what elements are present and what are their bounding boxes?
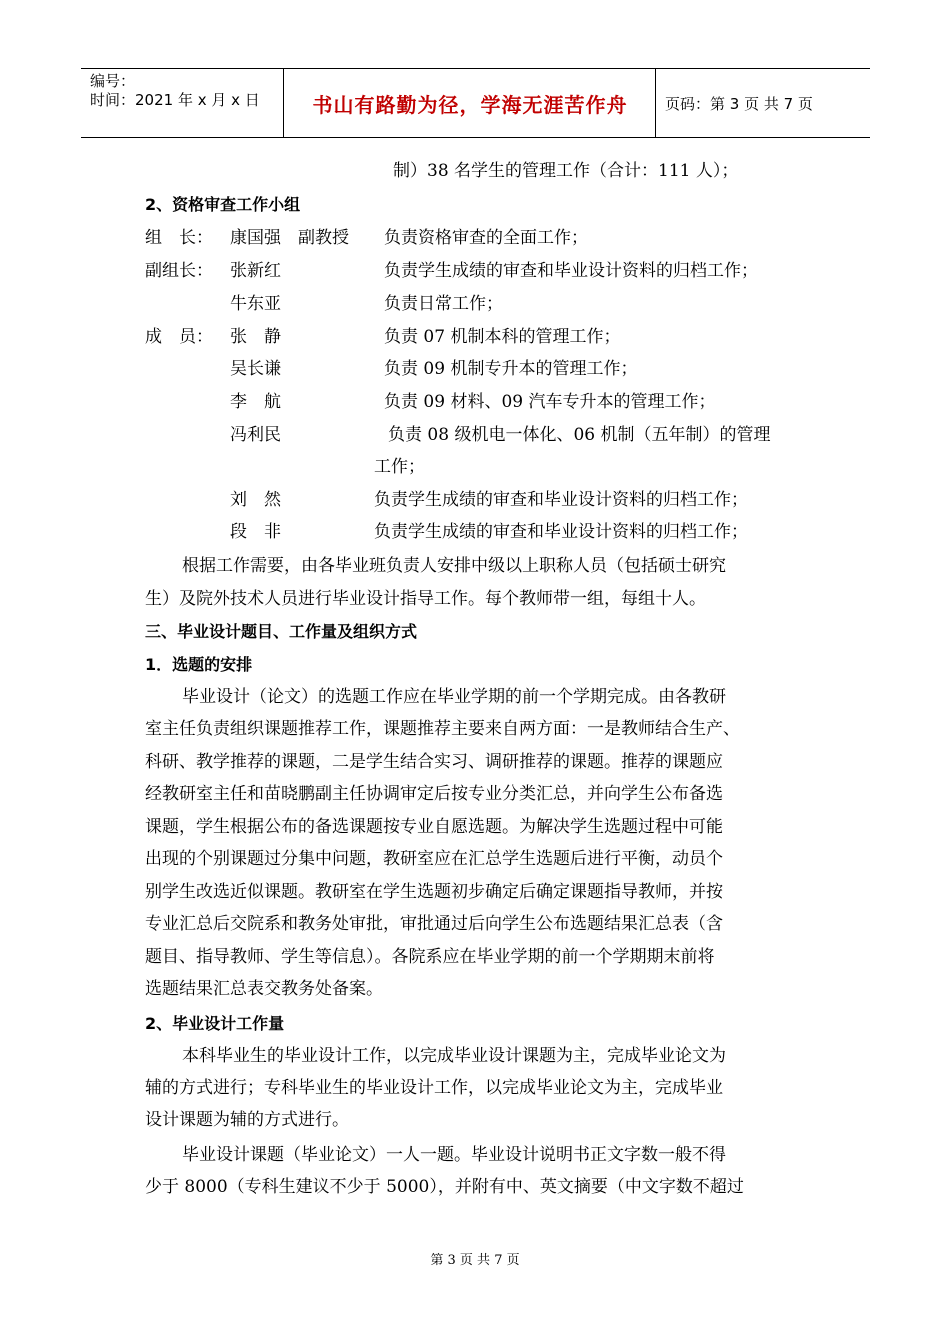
member-duty: 负责学生成绩的审查和毕业设计资料的归档工作； [384,261,758,281]
role-label: 成 员： [145,327,213,347]
body-line: 别学生改选近似课题。教研室在学生选题初步确定后确定课题指导教师，并按 [145,882,723,902]
page-footer: 第 3 页 共 7 页 [430,1253,520,1268]
header-motto: 书山有路勤为径，学海无涯苦作舟 [312,92,628,117]
member-duty-cont: 工作； [374,457,425,477]
role-label: 副组长： [145,261,213,281]
body-line: 制）38 名学生的管理工作（合计：111 人）； [393,161,739,181]
header-divider [655,69,656,137]
role-label: 组 长： [145,228,213,248]
body-line: 辅的方式进行；专科毕业生的毕业设计工作，以完成毕业论文为主，完成毕业 [145,1078,723,1098]
member-name: 吴长谦 [230,359,281,379]
body-line: 课题，学生根据公布的备选课题按专业自愿选题。为解决学生选题过程中可能 [145,817,723,837]
body-line: 科研、教学推荐的课题，二是学生结合实习、调研推荐的课题。推荐的课题应 [145,752,723,772]
body-line: 经教研室主任和苗晓鹏副主任协调审定后按专业分类汇总，并向学生公布备选 [145,784,723,804]
body-line: 根据工作需要，由各毕业班负责人安排中级以上职称人员（包括硕士研究 [182,556,726,576]
subsection-heading: 2、毕业设计工作量 [145,1014,285,1033]
header-page-info: 页码：第 3 页 共 7 页 [665,95,813,113]
body-line: 本科毕业生的毕业设计工作，以完成毕业设计课题为主，完成毕业论文为 [182,1046,726,1066]
header-meta [90,72,260,110]
member-name: 张 静 [230,327,281,347]
section-heading: 三、毕业设计题目、工作量及组织方式 [145,622,418,641]
member-duty: 负责 07 机制本科的管理工作； [384,327,621,347]
subsection-heading: 1．选题的安排 [145,655,253,674]
body-line: 题目、指导教师、学生等信息）。各院系应在毕业学期的前一个学期期末前将 [145,947,715,967]
section-heading: 2、资格审查工作小组 [145,195,301,214]
member-name: 牛东亚 [230,294,281,314]
body-line: 专业汇总后交院系和教务处审批，审批通过后向学生公布选题结果汇总表（含 [145,914,723,934]
body-line: 设计课题为辅的方式进行。 [145,1110,349,1130]
member-name: 冯利民 [230,425,281,445]
member-duty: 负责 09 材料、09 汽车专升本的管理工作； [384,392,716,412]
member-duty: 负责日常工作； [384,294,503,314]
member-name: 张新红 [230,261,281,281]
member-name: 康国强 副教授 [230,228,349,248]
member-duty: 负责学生成绩的审查和毕业设计资料的归档工作； [374,490,748,510]
member-duty: 负责学生成绩的审查和毕业设计资料的归档工作； [374,522,748,542]
body-line: 选题结果汇总表交教务处备案。 [145,979,383,999]
member-duty: 负责资格审查的全面工作； [384,228,588,248]
page-header [81,68,870,138]
body-line: 少于 8000（专科生建议不少于 5000），并附有中、英文摘要（中文字数不超过 [145,1177,744,1197]
body-line: 出现的个别课题过分集中问题，教研室应在汇总学生选题后进行平衡，动员个 [145,849,723,869]
member-name: 李 航 [230,392,281,412]
member-duty: 负责 08 级机电一体化、06 机制（五年制）的管理 [388,425,771,445]
member-name: 段 非 [230,522,281,542]
member-name: 刘 然 [230,490,281,510]
body-line: 生）及院外技术人员进行毕业设计指导工作。每个教师带一组，每组十人。 [145,589,706,609]
body-line: 毕业设计（论文）的选题工作应在毕业学期的前一个学期完成。由各教研 [182,687,726,707]
serial-label: 编号： [90,72,136,90]
time-label: 时间：2021 年 x 月 x 日 [90,91,260,109]
member-duty: 负责 09 机制专升本的管理工作； [384,359,638,379]
body-line: 毕业设计课题（毕业论文）一人一题。毕业设计说明书正文字数一般不得 [182,1145,726,1165]
body-line: 室主任负责组织课题推荐工作，课题推荐主要来自两方面：一是教师结合生产、 [145,719,740,739]
